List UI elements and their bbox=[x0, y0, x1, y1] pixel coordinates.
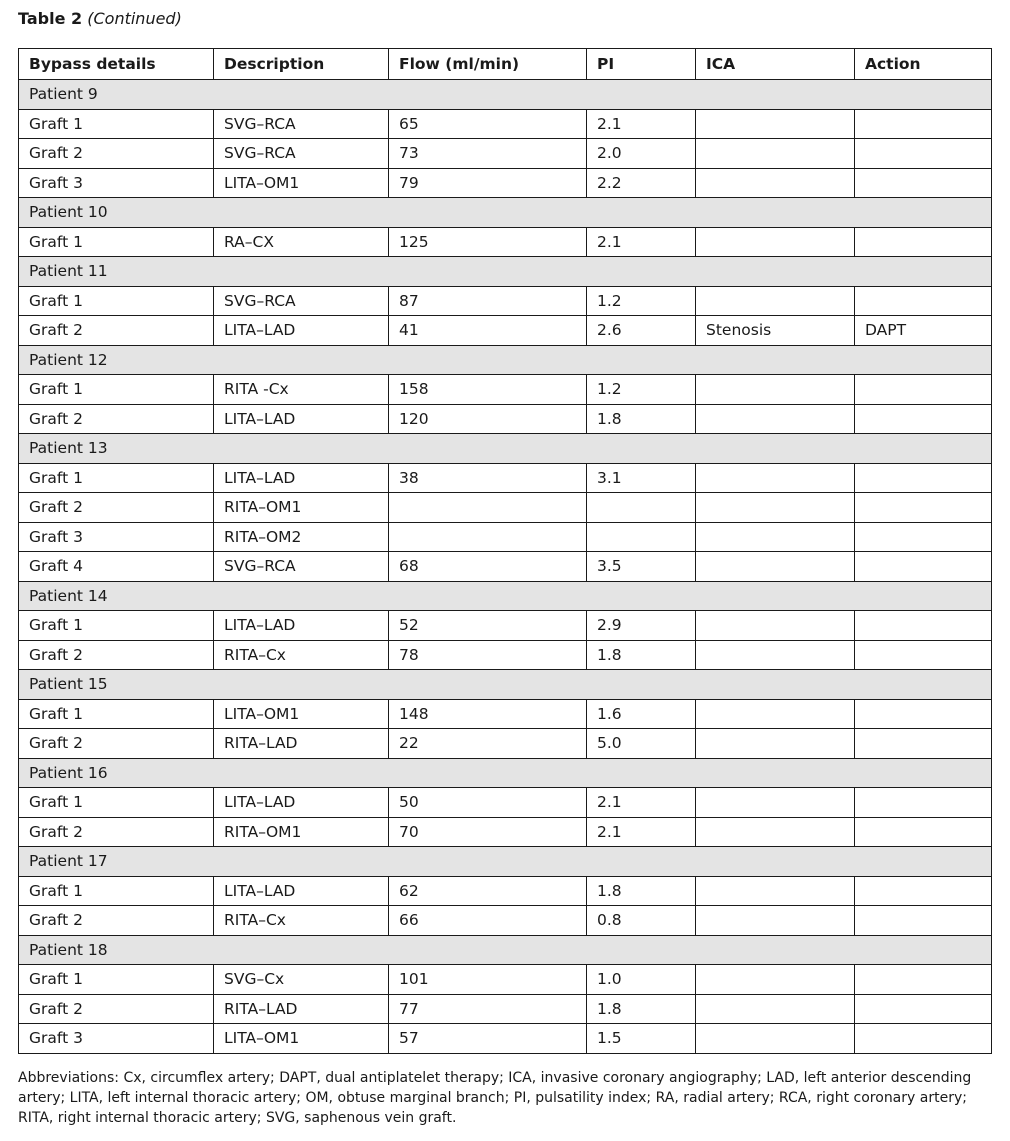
description-cell: RITA–OM1 bbox=[214, 493, 389, 523]
patient-group-row bbox=[19, 670, 992, 700]
pi-cell: 1.2 bbox=[587, 375, 696, 405]
action-cell: DAPT bbox=[855, 316, 992, 346]
ica-cell bbox=[696, 286, 855, 316]
header-description: Description bbox=[214, 49, 389, 80]
action-cell bbox=[855, 699, 992, 729]
pi-cell: 3.5 bbox=[587, 552, 696, 582]
graft-label: Graft 1 bbox=[19, 699, 214, 729]
table-row bbox=[19, 906, 992, 936]
table-row bbox=[19, 404, 992, 434]
header-ica: ICA bbox=[696, 49, 855, 80]
flow-cell: 68 bbox=[389, 552, 587, 582]
description-cell: LITA–LAD bbox=[214, 876, 389, 906]
patient-group-row bbox=[19, 935, 992, 965]
flow-cell: 120 bbox=[389, 404, 587, 434]
flow-cell: 87 bbox=[389, 286, 587, 316]
ica-cell bbox=[696, 817, 855, 847]
ica-cell bbox=[696, 109, 855, 139]
graft-label: Graft 2 bbox=[19, 316, 214, 346]
description-cell: LITA–OM1 bbox=[214, 168, 389, 198]
ica-cell bbox=[696, 788, 855, 818]
table-row bbox=[19, 552, 992, 582]
ica-cell bbox=[696, 729, 855, 759]
patient-label: Patient 10 bbox=[19, 198, 992, 228]
pi-cell: 5.0 bbox=[587, 729, 696, 759]
description-cell: RITA–LAD bbox=[214, 729, 389, 759]
flow-cell bbox=[389, 493, 587, 523]
header-bypass-details: Bypass details bbox=[19, 49, 214, 80]
action-cell bbox=[855, 906, 992, 936]
table-row bbox=[19, 611, 992, 641]
graft-label: Graft 2 bbox=[19, 640, 214, 670]
graft-label: Graft 1 bbox=[19, 965, 214, 995]
flow-cell: 65 bbox=[389, 109, 587, 139]
patient-group-row bbox=[19, 198, 992, 228]
table-row bbox=[19, 139, 992, 169]
graft-label: Graft 1 bbox=[19, 375, 214, 405]
action-cell bbox=[855, 375, 992, 405]
ica-cell bbox=[696, 493, 855, 523]
header-action: Action bbox=[855, 49, 992, 80]
table-body bbox=[19, 80, 992, 1054]
description-cell: LITA–LAD bbox=[214, 463, 389, 493]
table-row bbox=[19, 227, 992, 257]
description-cell: SVG–RCA bbox=[214, 109, 389, 139]
ica-cell bbox=[696, 994, 855, 1024]
action-cell bbox=[855, 109, 992, 139]
flow-cell: 70 bbox=[389, 817, 587, 847]
pi-cell: 1.5 bbox=[587, 1024, 696, 1054]
description-cell: RITA–Cx bbox=[214, 906, 389, 936]
pi-cell: 2.6 bbox=[587, 316, 696, 346]
abbreviations-footnote: Abbreviations: Cx, circumflex artery; DAPT, dual antiplatelet therapy; ICA, invasive coronary angiography; LAD, left anterior descending artery; LITA, left internal thoracic artery; OM, obtuse marginal branch; PI, pulsatility index; RA, radial artery; RCA, right coronary artery; RITA, right internal thoracic artery; SVG, saphenous vein graft. bbox=[18, 1070, 972, 1126]
description-cell: LITA–OM1 bbox=[214, 699, 389, 729]
ica-cell bbox=[696, 876, 855, 906]
ica-cell bbox=[696, 699, 855, 729]
pi-cell: 1.6 bbox=[587, 699, 696, 729]
patient-label: Patient 15 bbox=[19, 670, 992, 700]
description-cell: LITA–LAD bbox=[214, 611, 389, 641]
action-cell bbox=[855, 994, 992, 1024]
patient-group-row bbox=[19, 80, 992, 110]
flow-cell: 77 bbox=[389, 994, 587, 1024]
table-row bbox=[19, 788, 992, 818]
action-cell bbox=[855, 1024, 992, 1054]
graft-label: Graft 1 bbox=[19, 876, 214, 906]
flow-cell: 125 bbox=[389, 227, 587, 257]
graft-label: Graft 2 bbox=[19, 493, 214, 523]
action-cell bbox=[855, 788, 992, 818]
patient-label: Patient 13 bbox=[19, 434, 992, 464]
flow-cell bbox=[389, 522, 587, 552]
table-number: Table 2 bbox=[18, 9, 83, 28]
table-row bbox=[19, 168, 992, 198]
patient-label: Patient 14 bbox=[19, 581, 992, 611]
patient-label: Patient 18 bbox=[19, 935, 992, 965]
graft-label: Graft 2 bbox=[19, 729, 214, 759]
table-row bbox=[19, 729, 992, 759]
flow-cell: 22 bbox=[389, 729, 587, 759]
flow-cell: 66 bbox=[389, 906, 587, 936]
pi-cell bbox=[587, 493, 696, 523]
flow-cell: 73 bbox=[389, 139, 587, 169]
action-cell bbox=[855, 139, 992, 169]
ica-cell bbox=[696, 906, 855, 936]
ica-cell bbox=[696, 463, 855, 493]
table-row bbox=[19, 994, 992, 1024]
action-cell bbox=[855, 965, 992, 995]
description-cell: LITA–OM1 bbox=[214, 1024, 389, 1054]
flow-cell: 38 bbox=[389, 463, 587, 493]
ica-cell bbox=[696, 611, 855, 641]
description-cell: SVG–RCA bbox=[214, 139, 389, 169]
flow-cell: 158 bbox=[389, 375, 587, 405]
flow-cell: 52 bbox=[389, 611, 587, 641]
table-row bbox=[19, 286, 992, 316]
table-row bbox=[19, 375, 992, 405]
table-header-row bbox=[19, 49, 992, 80]
table-row bbox=[19, 1024, 992, 1054]
pi-cell: 2.1 bbox=[587, 817, 696, 847]
table-caption bbox=[18, 9, 182, 29]
ica-cell bbox=[696, 1024, 855, 1054]
action-cell bbox=[855, 227, 992, 257]
graft-label: Graft 1 bbox=[19, 286, 214, 316]
pi-cell: 1.2 bbox=[587, 286, 696, 316]
flow-cell: 41 bbox=[389, 316, 587, 346]
table-row bbox=[19, 817, 992, 847]
ica-cell bbox=[696, 139, 855, 169]
table-row bbox=[19, 316, 992, 346]
flow-cell: 57 bbox=[389, 1024, 587, 1054]
pi-cell bbox=[587, 522, 696, 552]
pi-cell: 2.1 bbox=[587, 109, 696, 139]
pi-cell: 1.8 bbox=[587, 404, 696, 434]
patient-label: Patient 11 bbox=[19, 257, 992, 287]
table-row bbox=[19, 109, 992, 139]
ica-cell bbox=[696, 522, 855, 552]
table-row bbox=[19, 493, 992, 523]
pi-cell: 3.1 bbox=[587, 463, 696, 493]
pi-cell: 1.8 bbox=[587, 994, 696, 1024]
patient-group-row bbox=[19, 345, 992, 375]
patient-label: Patient 16 bbox=[19, 758, 992, 788]
ica-cell bbox=[696, 552, 855, 582]
action-cell bbox=[855, 286, 992, 316]
description-cell: RITA–OM1 bbox=[214, 817, 389, 847]
table-row bbox=[19, 463, 992, 493]
table-row bbox=[19, 640, 992, 670]
flow-cell: 101 bbox=[389, 965, 587, 995]
graft-label: Graft 2 bbox=[19, 404, 214, 434]
graft-label: Graft 2 bbox=[19, 994, 214, 1024]
action-cell bbox=[855, 876, 992, 906]
patient-label: Patient 9 bbox=[19, 80, 992, 110]
graft-label: Graft 3 bbox=[19, 1024, 214, 1054]
action-cell bbox=[855, 640, 992, 670]
graft-label: Graft 1 bbox=[19, 788, 214, 818]
flow-cell: 148 bbox=[389, 699, 587, 729]
action-cell bbox=[855, 463, 992, 493]
graft-label: Graft 2 bbox=[19, 906, 214, 936]
pi-cell: 2.2 bbox=[587, 168, 696, 198]
graft-label: Graft 3 bbox=[19, 168, 214, 198]
graft-label: Graft 3 bbox=[19, 522, 214, 552]
pi-cell: 2.1 bbox=[587, 227, 696, 257]
patient-group-row bbox=[19, 257, 992, 287]
table-row bbox=[19, 876, 992, 906]
description-cell: RITA–LAD bbox=[214, 994, 389, 1024]
action-cell bbox=[855, 404, 992, 434]
description-cell: SVG–RCA bbox=[214, 286, 389, 316]
graft-label: Graft 1 bbox=[19, 109, 214, 139]
header-pi: PI bbox=[587, 49, 696, 80]
pi-cell: 2.0 bbox=[587, 139, 696, 169]
flow-cell: 62 bbox=[389, 876, 587, 906]
pi-cell: 1.8 bbox=[587, 640, 696, 670]
ica-cell: Stenosis bbox=[696, 316, 855, 346]
patient-group-row bbox=[19, 434, 992, 464]
graft-label: Graft 2 bbox=[19, 817, 214, 847]
description-cell: SVG–RCA bbox=[214, 552, 389, 582]
flow-cell: 78 bbox=[389, 640, 587, 670]
ica-cell bbox=[696, 227, 855, 257]
graft-label: Graft 4 bbox=[19, 552, 214, 582]
graft-label: Graft 2 bbox=[19, 139, 214, 169]
pi-cell: 2.1 bbox=[587, 788, 696, 818]
patient-label: Patient 17 bbox=[19, 847, 992, 877]
ica-cell bbox=[696, 168, 855, 198]
action-cell bbox=[855, 168, 992, 198]
patient-label: Patient 12 bbox=[19, 345, 992, 375]
description-cell: RITA–OM2 bbox=[214, 522, 389, 552]
description-cell: LITA–LAD bbox=[214, 404, 389, 434]
table-continued-label: (Continued) bbox=[87, 9, 182, 28]
description-cell: RITA -Cx bbox=[214, 375, 389, 405]
bypass-flow-table bbox=[18, 48, 992, 1054]
action-cell bbox=[855, 552, 992, 582]
description-cell: RITA–Cx bbox=[214, 640, 389, 670]
header-flow: Flow (ml/min) bbox=[389, 49, 587, 80]
action-cell bbox=[855, 817, 992, 847]
flow-cell: 50 bbox=[389, 788, 587, 818]
graft-label: Graft 1 bbox=[19, 227, 214, 257]
ica-cell bbox=[696, 965, 855, 995]
patient-group-row bbox=[19, 847, 992, 877]
description-cell: RA–CX bbox=[214, 227, 389, 257]
action-cell bbox=[855, 729, 992, 759]
table-row bbox=[19, 699, 992, 729]
description-cell: SVG–Cx bbox=[214, 965, 389, 995]
ica-cell bbox=[696, 640, 855, 670]
action-cell bbox=[855, 611, 992, 641]
patient-group-row bbox=[19, 581, 992, 611]
ica-cell bbox=[696, 375, 855, 405]
ica-cell bbox=[696, 404, 855, 434]
flow-cell: 79 bbox=[389, 168, 587, 198]
table-row bbox=[19, 965, 992, 995]
pi-cell: 1.0 bbox=[587, 965, 696, 995]
description-cell: LITA–LAD bbox=[214, 316, 389, 346]
description-cell: LITA–LAD bbox=[214, 788, 389, 818]
graft-label: Graft 1 bbox=[19, 463, 214, 493]
pi-cell: 1.8 bbox=[587, 876, 696, 906]
table-row bbox=[19, 522, 992, 552]
pi-cell: 0.8 bbox=[587, 906, 696, 936]
pi-cell: 2.9 bbox=[587, 611, 696, 641]
action-cell bbox=[855, 493, 992, 523]
graft-label: Graft 1 bbox=[19, 611, 214, 641]
action-cell bbox=[855, 522, 992, 552]
patient-group-row bbox=[19, 758, 992, 788]
